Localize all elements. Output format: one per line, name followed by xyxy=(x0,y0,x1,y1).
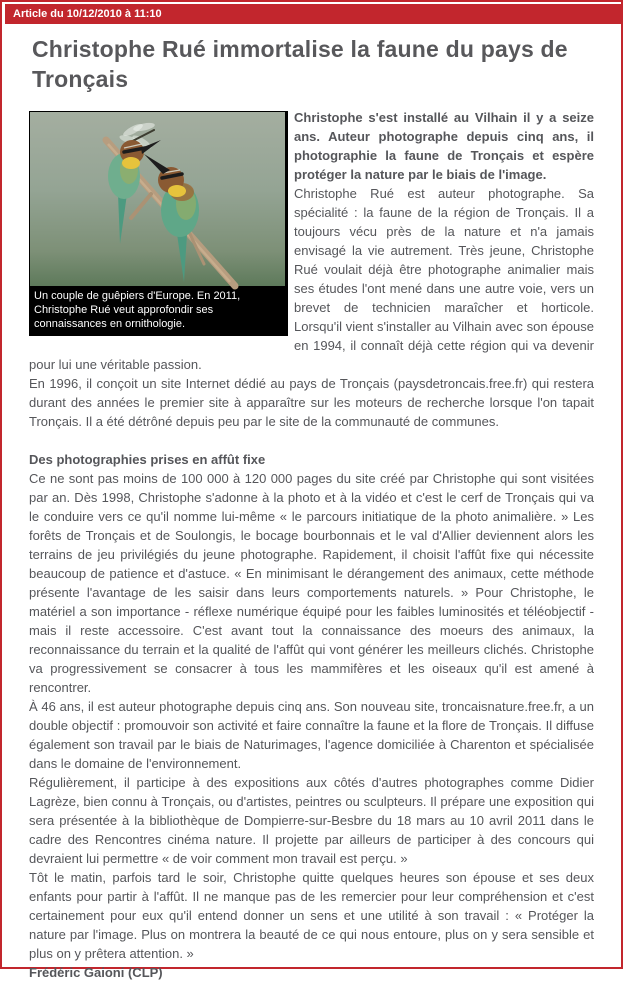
article-date-label: Article du 10/12/2010 à 11:10 xyxy=(13,8,162,20)
article-body xyxy=(2,94,621,982)
article-paragraph: Régulièrement, il participe à des expositions aux côtés d'autres photographes comme Didier Lagrèze, bien connu à Tronçais, ou d'artistes, peintres ou sculpteurs. Il prépare une exposition qui sera présentée à la bibliothèque de Dompierre-sur-Besbre du 18 mars au 10 avril 2011 dans le cadre des Rencontres cinéma nature. Il projette par ailleurs de participer à des concours qui devraient lui permettre « de voir comment mon travail est perçu. » xyxy=(29,775,594,866)
article-paragraph: Tôt le matin, parfois tard le soir, Christophe quitte quelques heures son épouse et ses deux enfants pour partir à l'affût. Il ne manque pas de les remercier pour leur compréhension et c'est certainement pour eux qu'il entend donner un sens et une utilité à son travail : « Protéger la nature par l'image. Plus on montrera la beauté de ce qui nous entoure, plus on y sera sensible et plus on y prêtera attention. » xyxy=(29,870,594,961)
article-paragraph: Christophe Rué est auteur photographe. Sa spécialité : la faune de la région de Tronçais. Il a toujours vécu près de la nature et n'a jamais envisagé la vie autrement. Très jeune, Christophe Rué voulait déjà être photographe animalier mais ses études l'ont mené dans une autre voie, vers un brevet de technicien maraîcher et horticole. Lorsqu'il vient s'installer au Vilhain avec son épouse en 1994, il connaît déjà cette région qui va devenir pour lui une véritable passion. xyxy=(29,186,594,372)
author-signature: Frédéric Gaioni (CLP) xyxy=(29,965,163,980)
article-photo-block xyxy=(29,111,288,336)
article-paragraph: En 1996, il conçoit un site Internet dédié au pays de Tronçais (paysdetroncais.free.fr) qui restera durant des années le premier site à apparaître sur les moteurs de recherche lorsque l'on tapait Tronçais. Il a été détrôné depuis peu par le site de la communauté de communes. xyxy=(29,376,594,429)
photo-caption: Un couple de guêpiers d'Europe. En 2011, Christophe Rué veut approfondir ses connaissances en ornithologie. xyxy=(34,290,241,330)
article-intro: Christophe s'est installé au Vilhain il y a seize ans. Auteur photographe depuis cinq ans, il photographie la faune de Tronçais et espère protéger la nature par le biais de l'image. xyxy=(294,110,594,182)
bee-eaters-photo xyxy=(30,112,285,286)
page-title: Christophe Rué immortalise la faune du pays de Tronçais xyxy=(32,36,568,92)
article-paragraph: À 46 ans, il est auteur photographe depuis cinq ans. Son nouveau site, troncaisnature.free.fr, a un double objectif : promouvoir son activité et faire connaître la faune et la flore de Tronçais. Il diffuse également son travail par le biais de Naturimages, l'agence domiciliée à Charenton et spécialisée dans le domaine de l'environnement. xyxy=(29,699,594,771)
article-date-bar xyxy=(5,4,621,24)
section-heading: Des photographies prises en affût fixe xyxy=(29,452,266,467)
article-paragraph: Ce ne sont pas moins de 100 000 à 120 000 pages du site créé par Christophe qui sont visitées par an. Dès 1998, Christophe s'adonne à la photo et à la vidéo et c'est le cerf de Tronçais qui va le conduire vers ce qu'il nomme lui-même « le parcours initiatique de la photo animalière. » Les forêts de Tronçais et de Soulongis, le bocage bourbonnais et le val d'Allier deviennent alors les terrains de jeu privilégiés du jeune photographe. Rapidement, il choisit l'affût fixe qui nécessite beaucoup de patience et d'astuce. « En minimisant le dérangement des animaux, cette méthode présente l'avantage de les saisir dans leurs comportements naturels. » Pour Christophe, le matériel a son importance - réflexe numérique équipé pour les faibles luminosités et téléobjectif - mais il reste accessoire. C'est avant tout la connaissance des moeurs des animaux, la reconnaissance du terrain et la qualité de l'affût qui vont générer les meilleurs clichés. Christophe va progressivement se consacrer à tous les mammifères et les oiseaux qu'il est amené à rencontrer. xyxy=(29,471,594,695)
